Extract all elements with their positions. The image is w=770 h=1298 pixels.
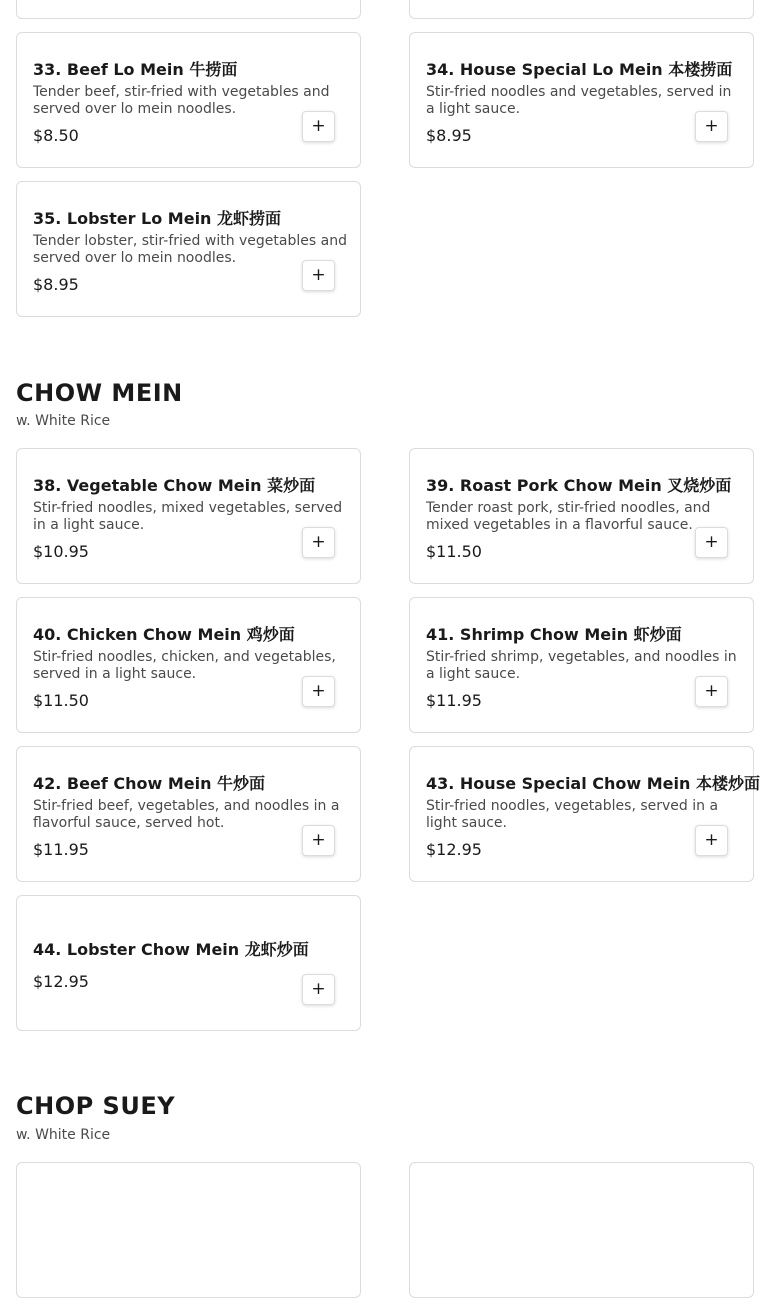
menu-item-title: 41. Shrimp Chow Mein 虾炒面 bbox=[426, 625, 682, 644]
menu-item-price: $11.50 bbox=[426, 542, 482, 561]
add-to-cart-button[interactable]: + bbox=[695, 676, 728, 707]
menu-item-description: Stir-fried noodles, vegetables, served in a light sauce. bbox=[426, 798, 719, 831]
menu-item-price: $10.95 bbox=[33, 542, 89, 561]
menu-item-price: $12.95 bbox=[426, 840, 482, 859]
menu-item-description: Stir-fried beef, vegetables, and noodles in a flavorful sauce, served hot. bbox=[33, 798, 340, 831]
menu-item-description: Stir-fried noodles, mixed vegetables, served in a light sauce. bbox=[33, 500, 343, 533]
menu-item-title: 38. Vegetable Chow Mein 菜炒面 bbox=[33, 476, 316, 495]
menu-item-card-partial[interactable] bbox=[409, 0, 754, 19]
menu-item-card[interactable] bbox=[409, 597, 754, 733]
menu-item-price: $12.95 bbox=[33, 972, 89, 991]
menu-item-title: 34. House Special Lo Mein 本楼捞面 bbox=[426, 60, 733, 79]
menu-item-title: 40. Chicken Chow Mein 鸡炒面 bbox=[33, 625, 295, 644]
menu-item-description: Stir-fried shrimp, vegetables, and noodles in a light sauce. bbox=[426, 649, 737, 682]
menu-item-price: $11.95 bbox=[426, 691, 482, 710]
menu-item-card[interactable] bbox=[16, 895, 361, 1031]
menu-item-title: 42. Beef Chow Mein 牛炒面 bbox=[33, 774, 266, 793]
menu-item-title: 33. Beef Lo Mein 牛捞面 bbox=[33, 60, 238, 79]
menu-item-title: 39. Roast Pork Chow Mein 叉烧炒面 bbox=[426, 476, 732, 495]
add-to-cart-button[interactable]: + bbox=[302, 111, 335, 142]
menu-item-description: Tender roast pork, stir-fried noodles, and mixed vegetables in a flavorful sauce. bbox=[426, 500, 711, 533]
menu-item-card[interactable] bbox=[16, 181, 361, 317]
section-subtitle: w. White Rice bbox=[16, 1127, 111, 1143]
menu-item-card[interactable] bbox=[16, 746, 361, 882]
section-subtitle: w. White Rice bbox=[16, 413, 111, 429]
menu-item-card[interactable] bbox=[16, 448, 361, 584]
menu-item-price: $11.50 bbox=[33, 691, 89, 710]
add-to-cart-button[interactable]: + bbox=[302, 974, 335, 1005]
menu-item-price: $11.95 bbox=[33, 840, 89, 859]
menu-item-description: Stir-fried noodles and vegetables, served in a light sauce. bbox=[426, 84, 732, 117]
menu-item-card-partial[interactable] bbox=[16, 0, 361, 19]
menu-item-card-partial[interactable] bbox=[409, 1162, 754, 1298]
menu-item-price: $8.50 bbox=[33, 126, 79, 145]
menu-item-price: $8.95 bbox=[33, 275, 79, 294]
add-to-cart-button[interactable]: + bbox=[302, 260, 335, 291]
add-to-cart-button[interactable]: + bbox=[695, 527, 728, 558]
menu-item-card-partial[interactable] bbox=[16, 1162, 361, 1298]
section-title-chop-suey: CHOP SUEY bbox=[16, 1092, 176, 1120]
add-to-cart-button[interactable]: + bbox=[302, 825, 335, 856]
menu-item-title: 35. Lobster Lo Mein 龙虾捞面 bbox=[33, 209, 282, 228]
section-title-chow-mein: CHOW MEIN bbox=[16, 379, 183, 407]
menu-item-price: $8.95 bbox=[426, 126, 472, 145]
menu-item-description: Tender lobster, stir-fried with vegetables and served over lo mein noodles. bbox=[33, 233, 347, 266]
menu-item-title: 43. House Special Chow Mein 本楼炒面 bbox=[426, 774, 760, 793]
add-to-cart-button[interactable]: + bbox=[695, 825, 728, 856]
add-to-cart-button[interactable]: + bbox=[695, 111, 728, 142]
menu-item-description: Stir-fried noodles, chicken, and vegetables, served in a light sauce. bbox=[33, 649, 336, 682]
add-to-cart-button[interactable]: + bbox=[302, 676, 335, 707]
add-to-cart-button[interactable]: + bbox=[302, 527, 335, 558]
menu-item-title: 44. Lobster Chow Mein 龙虾炒面 bbox=[33, 940, 309, 959]
menu-item-description: Tender beef, stir-fried with vegetables and served over lo mein noodles. bbox=[33, 84, 330, 117]
menu-item-card[interactable] bbox=[409, 32, 754, 168]
menu-item-card[interactable] bbox=[16, 32, 361, 168]
menu-item-card[interactable] bbox=[409, 448, 754, 584]
menu-item-card[interactable] bbox=[16, 597, 361, 733]
menu-item-card[interactable] bbox=[409, 746, 760, 882]
